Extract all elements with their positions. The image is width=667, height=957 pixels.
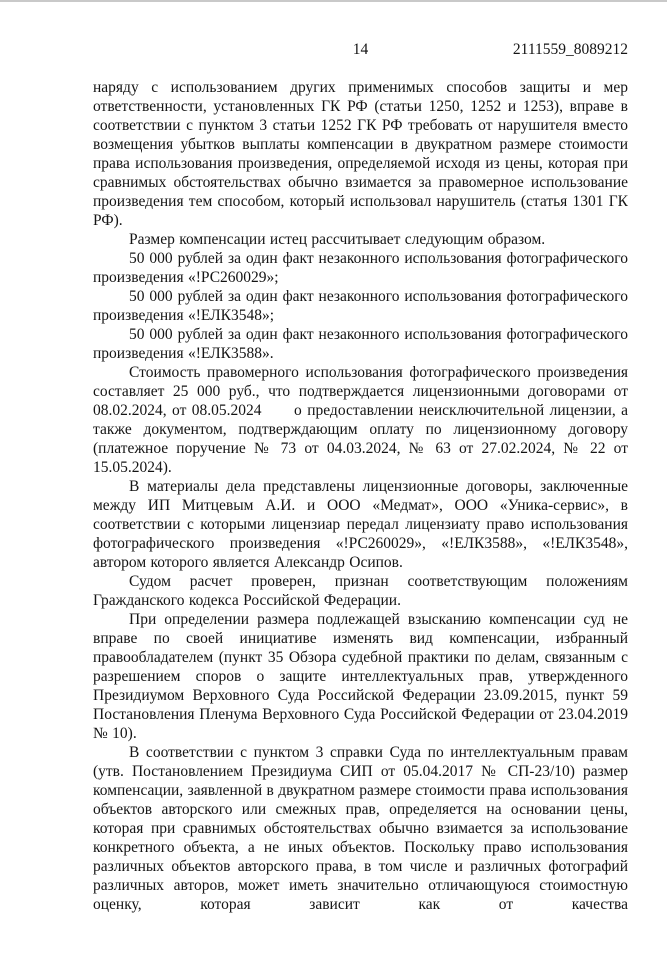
document-body (93, 78, 628, 914)
paragraph: В соответствии с пунктом 3 справки Суда по интеллектуальным правам (утв. Постановлением Президиума СИП от 05.04.2017 № СП-23/10) размер компенсации, заявленной в двукратном размере стоимости права использования объектов авторского или смежных прав, определяется на основании цены, которая при сравнимых обстоятельствах обычно взимается за использование конкретного объекта, а не иных объектов. Поскольку право использования различных объектов авторского права, в том числе и различных фотографий различных авторов, может иметь значительно отличающуюся стоимостную оценку, которая зависит как от качества (93, 744, 628, 913)
page-header (93, 40, 628, 59)
page-number: 14 (352, 41, 369, 58)
paragraph: 50 000 рублей за один факт незаконного использования фотографического произведения «!ЕЛК3548»; (93, 288, 628, 324)
paragraph: Размер компенсации истец рассчитывает следующим образом. (129, 231, 546, 248)
paragraph: В материалы дела представлены лицензионные договоры, заключенные между ИП Митцевым А.И. и ООО «Медмат», ООО «Уника-сервис», в соответствии с которыми лицензиар передал лицензиату право использования фотографического произведения «!РС260029», «!ЕЛК3588», «!ЕЛК3548», автором которого является Александр Осипов. (93, 478, 628, 571)
paragraph: наряду с использованием других применимых способов защиты и мер ответственности, установленных ГК РФ (статьи 1250, 1252 и 1253), вправе в соответствии с пунктом 3 статьи 1252 ГК РФ требовать от нарушителя вместо возмещения убытков выплаты компенсации в двукратном размере стоимости права использования произведения, определяемой исходя из цены, которая при сравнимых обстоятельствах обычно взимается за правомерное использование произведения тем способом, который использовал нарушитель (статья 1301 ГК РФ). (93, 79, 628, 229)
document-id: 2111559_8089212 (512, 41, 628, 58)
document-page (93, 40, 628, 914)
paragraph: При определении размера подлежащей взысканию компенсации суд не вправе по своей инициативе изменять вид компенсации, избранный правообладателем (пункт 35 Обзора судебной практики по делам, связанным с разрешением споров о защите интеллектуальных прав, утвержденного Президиумом Верховного Суда Российской Федерации 23.09.2015, пункт 59 Постановления Пленума Верховного Суда Российской Федерации от 23.04.2019 № 10). (93, 611, 628, 742)
paragraph: Стоимость правомерного использования фотографического произведения составляет 25 000 руб., что подтверждается лицензионными договорами от 08.02.2024, от 08.05.2024 о предоставлении неисключительной лицензии, а также документом, подтверждающим оплату по лицензионному договору (платежное поручение № 73 от 04.03.2024, № 63 от 27.02.2024, № 22 от 15.05.2024). (93, 364, 628, 476)
paragraph: 50 000 рублей за один факт незаконного использования фотографического произведения «!РС260029»; (93, 250, 628, 286)
paragraph: Судом расчет проверен, признан соответствующим положениям Гражданского кодекса Российской Федерации. (93, 573, 628, 609)
paragraph: 50 000 рублей за один факт незаконного использования фотографического произведения «!ЕЛК3588». (93, 326, 628, 362)
